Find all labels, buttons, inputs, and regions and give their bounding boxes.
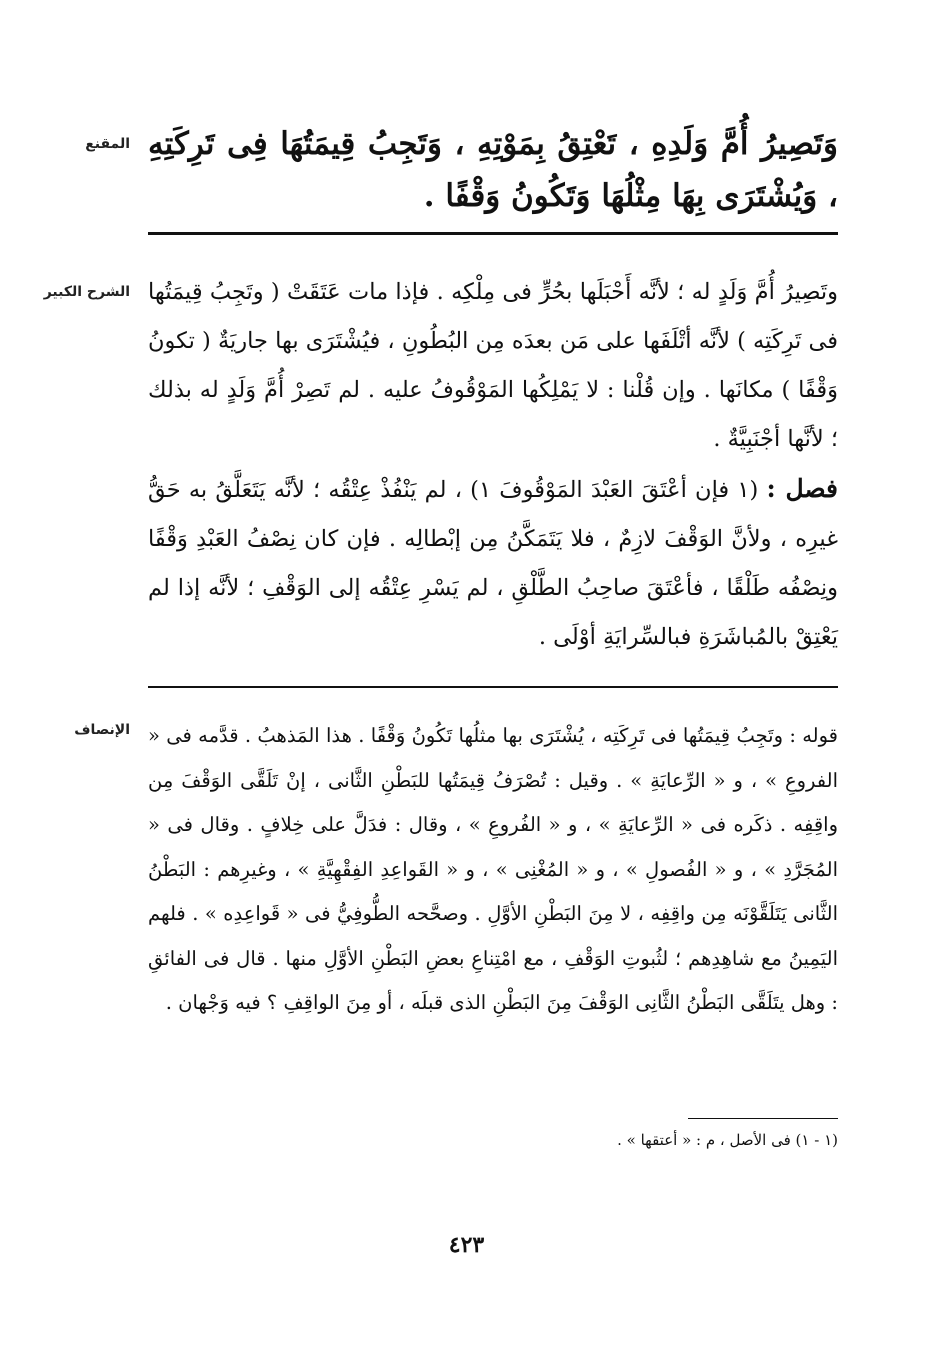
sharh-paragraph: وتَصِيرُ أُمَّ وَلَدٍ له ؛ لأنَّه أَحْبَلَها بحُرٍّ فى مِلْكِه . فإذا مات عَتَقَتْ ( وتَجِبُ قِيمَتُها فى تَرِكَتِه ) لأنَّه أتْلَفَها على مَن بعدَه مِن البُطُونِ ، فيُشْتَرَى بها جاريَةٌ ( تكونُ وَقْفًا ) مكانَها . وإن قُلْنا : لا يَمْلِكُها المَوْقُوفُ عليه . لم تَصِرْ أُمَّ وَلَدٍ له بذلك ؛ لأنَّها أجْنَبِيَّةٌ . <box>148 279 838 452</box>
fasl-body: (١ فإن أعْتَقَ العَبْدَ المَوْقُوفَ ١) ، لم يَنْفُذْ عِتْقُه ؛ لأنَّه يَتَعَلَّقُ به حَقُّ غيرِه ، ولأنَّ الوَقْفَ لازِمٌ ، فلا يَتَمَكَّنُ مِن إبْطالِه . فإن كان نِصْفُ العَبْدِ وَقْفًا ونِصْفُه طَلْقًا ، فأعْتَقَ صاحِبُ الطَّلْقِ ، لم يَسْرِ عِتْقُه إلى الوَقْفِ ؛ لأنَّه إذا لم يَعْتِقْ بالمُباشَرَةِ فبالسِّرايَةِ أوْلَى . <box>148 477 838 650</box>
fasl-heading: فصل : <box>766 474 839 503</box>
muqni-text: وَتَصِيرُ أُمَّ وَلَدِهِ ، تَعْتِقُ بِمَوْتِهِ ، وَتَجِبُ قِيمَتُهَا فِى تَرِكَتِهِ ، وَيُشْتَرَى بِهَا مِثْلُهَا وَتَكُونُ وَقْفًا . <box>148 126 838 214</box>
page-number: ٤٢٣ <box>448 1232 485 1258</box>
sharh-label: الشرح الكبير <box>43 284 130 300</box>
footnote-rule <box>688 1118 838 1119</box>
insaf-text: قوله : وتَجِبُ قِيمَتُها فى تَرِكَتِه ، يُشْتَرَى بها مثلُها تَكُونُ وَقْفًا . هذا المَذهبُ . قدَّمه فى « الفروعِ » ، و « الرِّعايَةِ » . وقيل : تُصْرَفُ قِيمَتُها للبَطْنِ الثَّانى ، إنْ تَلَقَّى الوَقْفَ مِن واقِفِه . ذكَره فى « الرِّعايَةِ » ، و « الفُروعِ » ، وقال : فدَلَّ على خِلافٍ . وقال فى « المُجَرَّدِ » ، و « الفُصولِ » ، و « المُغْنِى » ، و « القَواعِدِ الفِقْهِيَّةِ » ، وغيرِهم : البَطْنُ الثَّانى يَتَلَقَّوْنَه مِن واقِفِه ، لا مِنَ البَطْنِ الأوَّلِ . وصحَّحه الطُّوفِيُّ فى « قَواعِدِه » . فلهم اليَمِينُ مع شاهِدِهم ؛ لثُبوتِ الوَقْفِ ، مع امْتِناعِ بعضِ البَطْنِ الأوَّلِ منها . قال فى الفائقِ : وهل يتَلَقَّى البَطْنُ الثَّانِى الوَقْفَ مِنَ البَطْنِ الذى قبلَه ، أو مِنَ الواقِفِ ؟ فيه وَجْهان . <box>148 724 838 1014</box>
divider-rule <box>148 686 838 688</box>
muqni-label: المقنع <box>85 136 130 152</box>
footnote: (١ - ١) فى الأصل ، م : « أعتقها » . <box>617 1131 838 1149</box>
divider-rule <box>148 232 838 235</box>
insaf-label: الإنصاف <box>74 722 130 738</box>
fasl-paragraph <box>148 464 838 662</box>
sharh-text <box>148 268 838 662</box>
